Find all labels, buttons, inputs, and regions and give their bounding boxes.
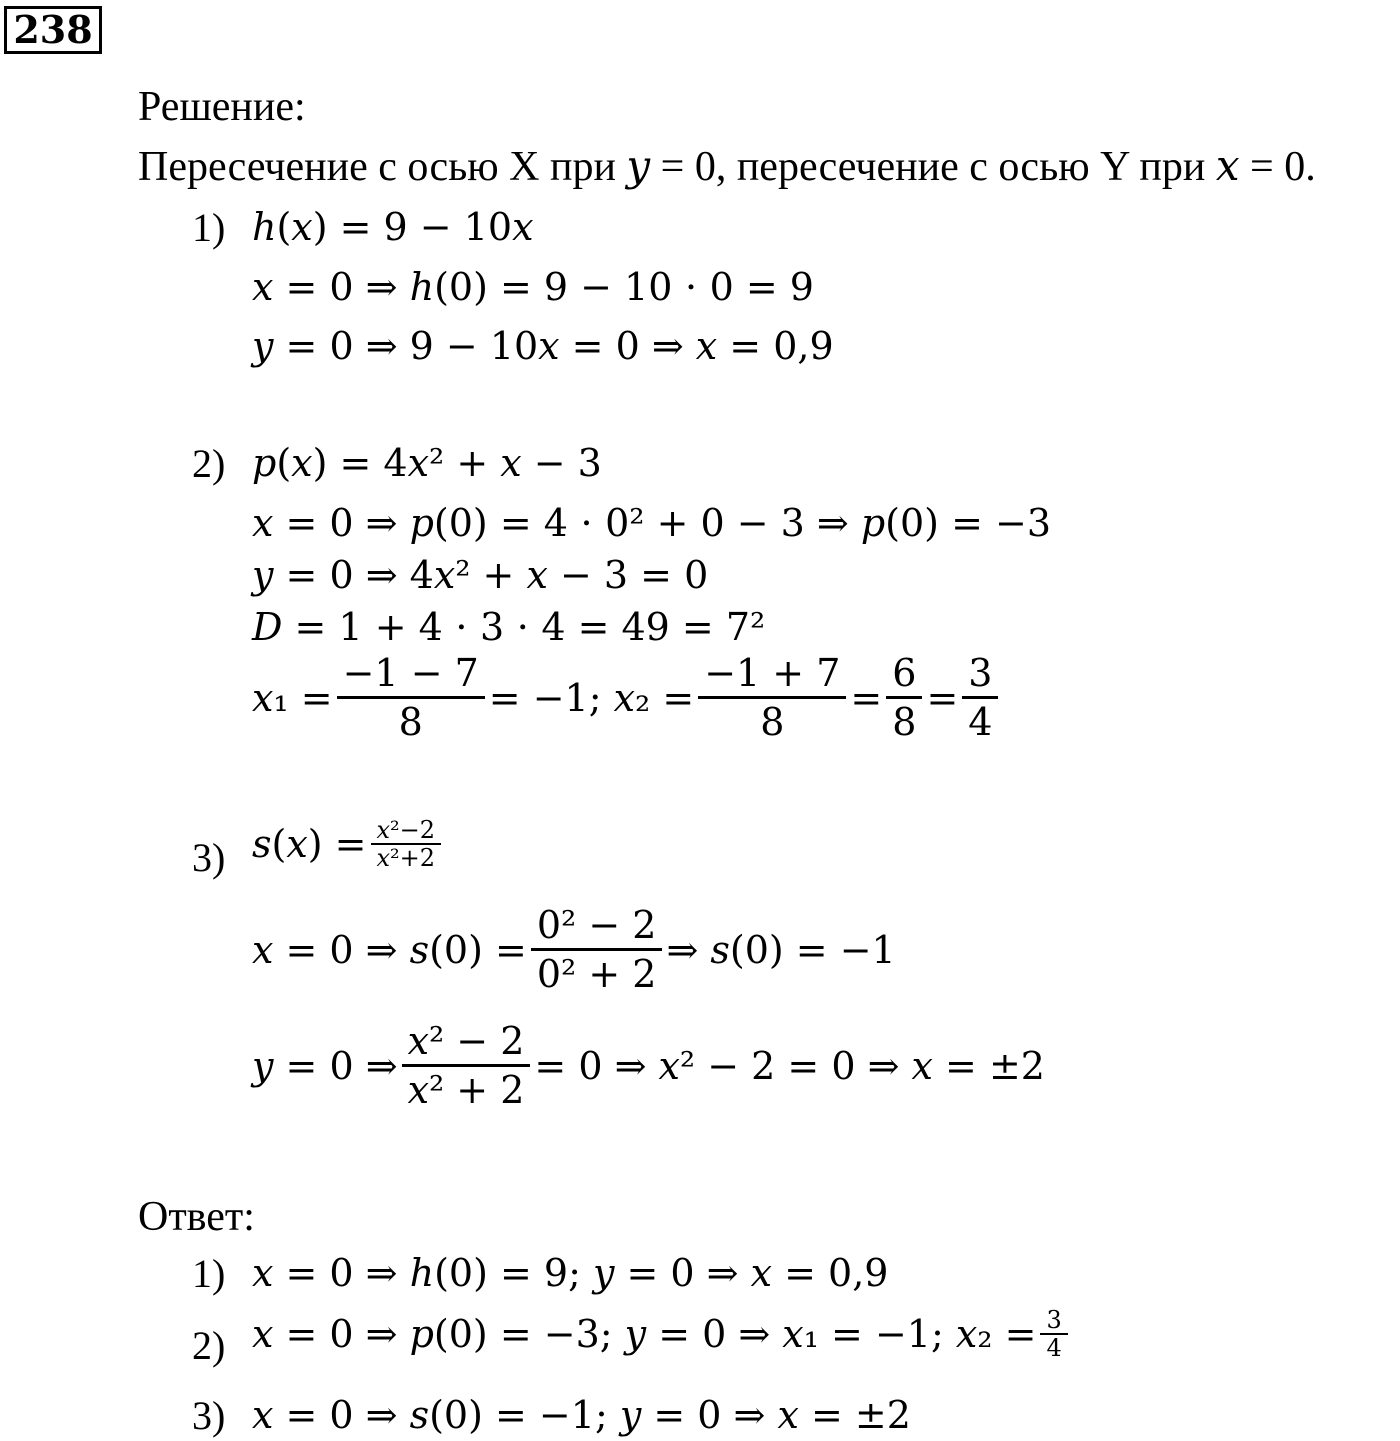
roots-eq2: = [926, 675, 959, 720]
part2-discriminant: 𝐷 = 1 + 4 ⋅ 3 ⋅ 4 = 49 = 7² [252, 605, 766, 649]
three-quarters-denominator: 4 [968, 700, 993, 744]
answer2-denominator: 4 [1046, 1334, 1062, 1362]
answer1-label: 1) [192, 1251, 226, 1296]
part3-func-denominator: 𝑥²+2 [376, 844, 436, 872]
fraction-bar [962, 696, 998, 699]
part2-label: 2) [192, 441, 226, 486]
three-quarters-fraction [962, 651, 998, 744]
part3-function [252, 818, 445, 870]
part1-function: ℎ(𝑥) = 9 − 10𝑥 [252, 205, 534, 249]
part3-line2-fraction [402, 1019, 531, 1112]
x1-fraction [337, 651, 485, 744]
x1-lhs: 𝑥₁ = [252, 675, 333, 720]
x1-numerator: −1 − 7 [342, 651, 479, 695]
answer2 [252, 1308, 1072, 1360]
answer2-fraction [1040, 1308, 1067, 1360]
x1-denominator: 8 [398, 700, 423, 744]
intro-text: Пересечение с осью X при 𝑦 = 0, пересечение с осью Y при 𝑥 = 0. [138, 144, 1316, 190]
fraction-bar [337, 696, 485, 699]
part3-line2-rhs: = 0 ⇒ 𝑥² − 2 = 0 ⇒ 𝑥 = ±2 [534, 1043, 1045, 1088]
fraction-bar [886, 696, 922, 699]
part3-line1-fraction [531, 903, 663, 996]
part3-func-fraction [371, 818, 442, 870]
x2-fraction [698, 651, 846, 744]
problem-number-box: 238 [4, 6, 102, 54]
part3-line2-denominator: 𝑥² + 2 [407, 1068, 525, 1112]
answer2-label: 2) [192, 1323, 226, 1368]
six-eighths-denominator: 8 [892, 700, 917, 744]
part3-line1-denominator: 0² + 2 [536, 952, 657, 996]
answer2-numerator: 3 [1046, 1306, 1062, 1334]
answer2-lhs: 𝑥 = 0 ⇒ 𝑝(0) = −3; 𝑦 = 0 ⇒ 𝑥₁ = −1; 𝑥₂ = [252, 1312, 1037, 1356]
roots-mid: = −1; 𝑥₂ = [488, 675, 695, 720]
part3-line1-numerator: 0² − 2 [536, 903, 657, 947]
fraction-bar [402, 1064, 531, 1067]
part2-line1: 𝑥 = 0 ⇒ 𝑝(0) = 4 ⋅ 0² + 0 − 3 ⇒ 𝑝(0) = −3 [252, 501, 1052, 545]
fraction-bar [531, 948, 663, 951]
part3-line1 [252, 903, 896, 996]
part3-line1-lhs: 𝑥 = 0 ⇒ 𝑠(0) = [252, 927, 527, 972]
three-quarters-numerator: 3 [968, 651, 993, 695]
answer1: 𝑥 = 0 ⇒ ℎ(0) = 9; 𝑦 = 0 ⇒ 𝑥 = 0,9 [252, 1251, 889, 1295]
answer3: 𝑥 = 0 ⇒ 𝑠(0) = −1; 𝑦 = 0 ⇒ 𝑥 = ±2 [252, 1393, 911, 1437]
part1-line1: 𝑥 = 0 ⇒ ℎ(0) = 9 − 10 ⋅ 0 = 9 [252, 265, 814, 309]
answer-heading: Ответ: [138, 1194, 255, 1240]
part3-line2 [252, 1019, 1045, 1112]
part3-line2-numerator: 𝑥² − 2 [407, 1019, 525, 1063]
part1-label: 1) [192, 205, 226, 250]
six-eighths-numerator: 6 [892, 651, 917, 695]
part2-line2: 𝑦 = 0 ⇒ 4𝑥² + 𝑥 − 3 = 0 [252, 553, 709, 597]
part3-line2-lhs: 𝑦 = 0 ⇒ [252, 1043, 398, 1088]
part3-label: 3) [192, 835, 226, 880]
x2-numerator: −1 + 7 [704, 651, 841, 695]
part3-line1-rhs: ⇒ 𝑠(0) = −1 [666, 927, 896, 972]
part2-function: 𝑝(𝑥) = 4𝑥² + 𝑥 − 3 [252, 441, 602, 485]
x2-denominator: 8 [760, 700, 785, 744]
part1-line2: 𝑦 = 0 ⇒ 9 − 10𝑥 = 0 ⇒ 𝑥 = 0,9 [252, 324, 834, 368]
six-eighths-fraction [886, 651, 922, 744]
part2-roots [252, 651, 1002, 744]
roots-eq1: = [850, 675, 883, 720]
fraction-bar [698, 696, 846, 699]
answer3-label: 3) [192, 1393, 226, 1438]
part3-func-numerator: 𝑥²−2 [376, 816, 436, 844]
part3-func-lhs: 𝑠(𝑥) = [252, 822, 367, 866]
solution-heading: Решение: [138, 84, 306, 130]
